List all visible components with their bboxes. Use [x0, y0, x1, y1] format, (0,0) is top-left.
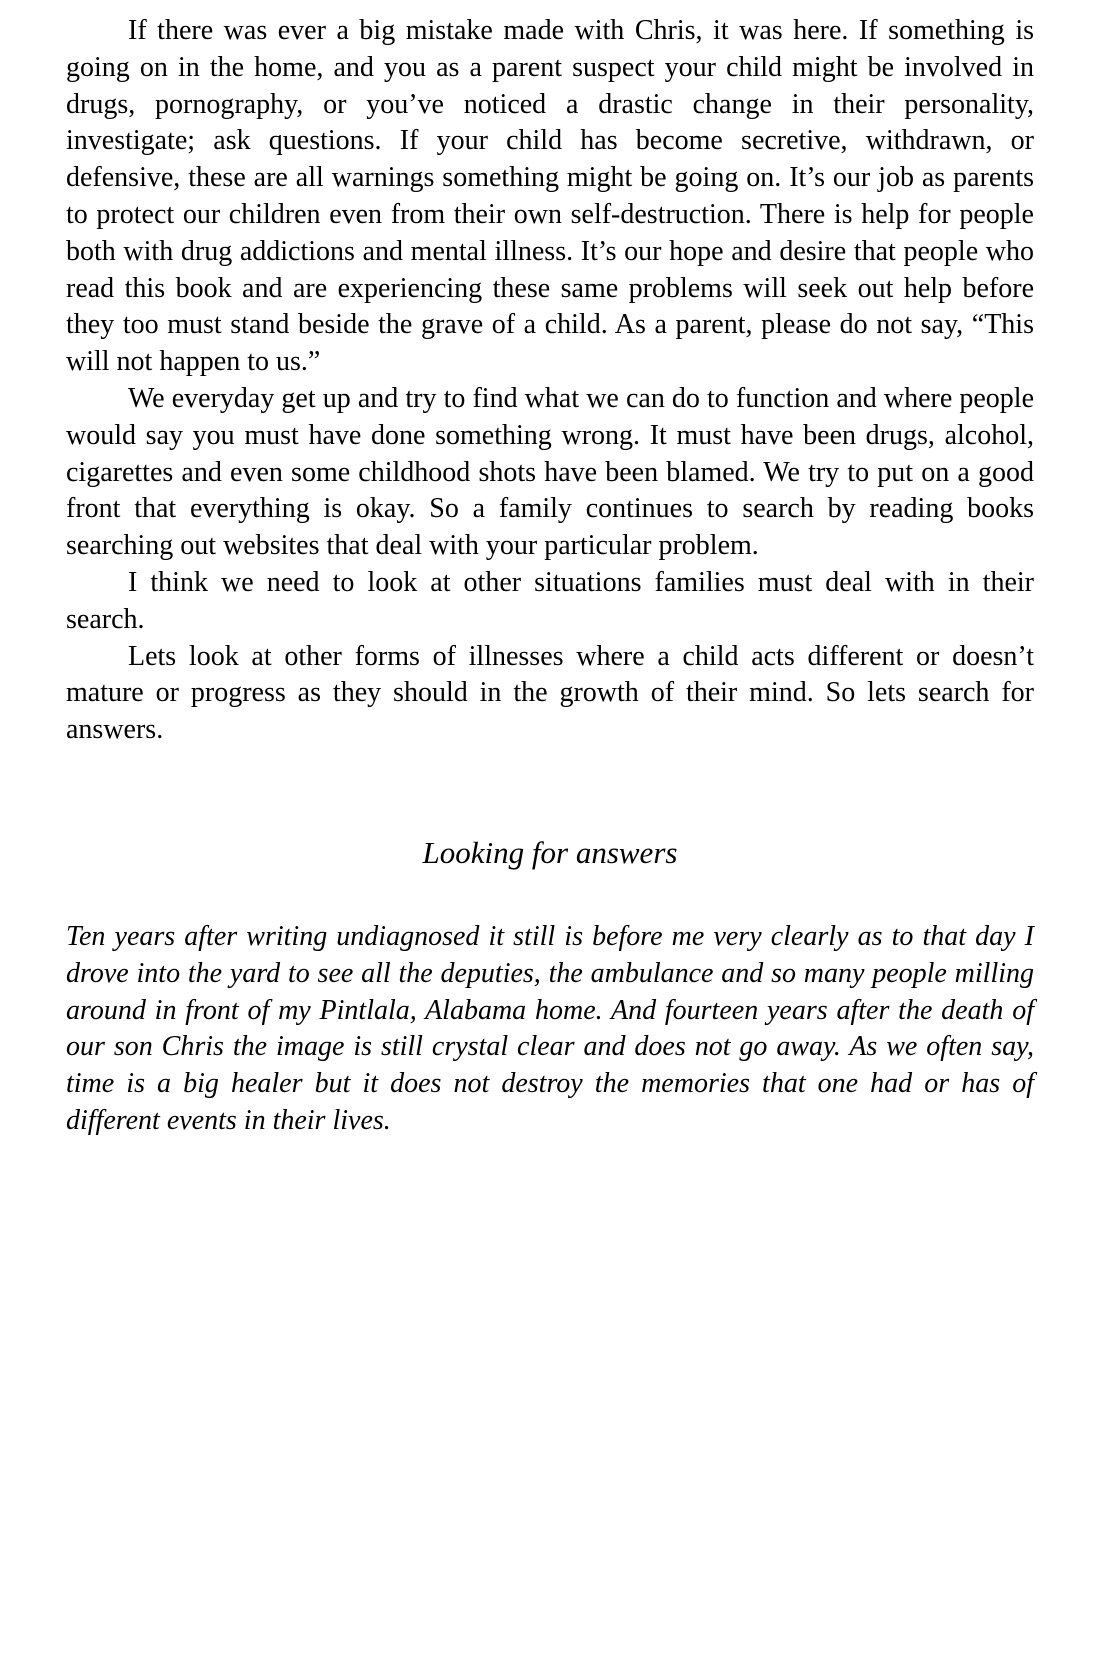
paragraph-other-situations: I think we need to look at other situations families must deal with in their search. — [66, 566, 1034, 635]
paragraph-ten-years-after: Ten years after writing undiagnosed it still is before me very clearly as to that day I drove into the yard to see all the deputies, the ambulance and so many people milling around in front of my Pintlala, Alabama home. And fourteen years after the death of our son Chris the image is still crystal clear and does not go away. As we often say, time is a big healer but it does not destroy the memories that one had or has of different events in their lives. — [66, 920, 1034, 1136]
paragraph-mistake-with-chris: If there was ever a big mistake made with Chris, it was here. If something is going on in the home, and you as a parent suspect your child might be involved in drugs, pornography, or you’ve noticed a drastic change in their personality, investigate; ask questions. If your child has become secretive, withdrawn, or defensive, these are all warnings something might be going on. It’s our job as parents to protect our children even from their own self-destruction. There is help for people both with drug addictions and mental illness. It’s our hope and desire that people who read this book and are experiencing these same problems will seek out help before they too must stand beside the grave of a child. As a parent, please do not say, “This will not happen to us.” — [66, 15, 1034, 378]
paragraph-we-everyday: We everyday get up and try to find what we can do to function and where people would say you must have done something wrong. It must have been drugs, alcohol, cigarettes and even some childhood shots have been blamed. We try to put on a good front that everything is okay. So a family continues to search by reading books searching out websites that deal with your particular problem. — [66, 382, 1034, 562]
section-heading-looking-for-answers: Looking for answers — [422, 834, 678, 870]
paragraph-other-illnesses: Lets look at other forms of illnesses where a child acts different or doesn’t mature or progress as they should in the growth of their mind. So lets search for answers. — [66, 640, 1034, 746]
